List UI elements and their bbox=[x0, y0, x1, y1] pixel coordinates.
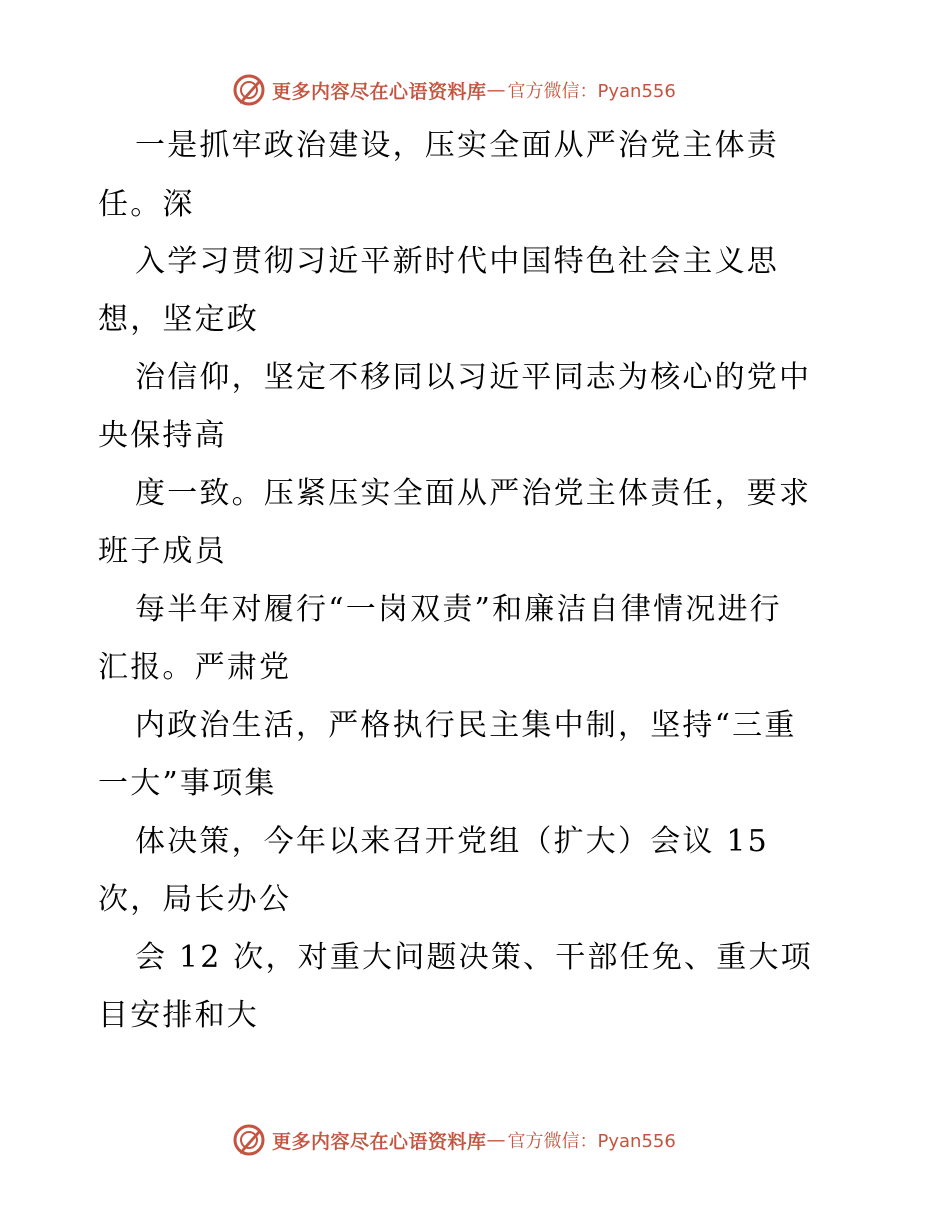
pen-logo-icon bbox=[232, 73, 266, 107]
body-line: 度一致。压紧压实全面从严治党主体责任，要求 bbox=[135, 476, 812, 511]
footer-site-text: 更多内容尽在心语资料库 bbox=[272, 1130, 487, 1153]
body-line: 一是抓牢政治建设，压实全面从严治党主体责 bbox=[135, 128, 779, 163]
body-line: 次，局长办公 bbox=[98, 882, 292, 917]
pen-logo-icon bbox=[232, 1123, 266, 1157]
body-line: 汇报。严肃党 bbox=[98, 650, 292, 685]
header-site-text: 更多内容尽在心语资料库 bbox=[272, 80, 487, 103]
body-line: 会 12 次，对重大问题决策、干部任免、重大项 bbox=[135, 940, 813, 975]
body-line: 一大”事项集 bbox=[98, 766, 277, 801]
body-line: 目安排和大 bbox=[98, 998, 259, 1033]
body-line: 每半年对履行“一岗双责”和廉洁自律情况进行 bbox=[135, 592, 782, 627]
body-line: 治信仰，坚定不移同以习近平同志为核心的党中 bbox=[135, 360, 812, 395]
body-line: 想，坚定政 bbox=[98, 302, 259, 337]
header-separator: — bbox=[486, 79, 506, 101]
body-line: 入学习贯彻习近平新时代中国特色社会主义思 bbox=[135, 244, 779, 279]
body-line: 班子成员 bbox=[98, 534, 227, 569]
footer-wechat-text: 官方微信：Pyan556 bbox=[507, 1131, 676, 1152]
body-line: 央保持高 bbox=[98, 418, 227, 453]
header-banner bbox=[232, 70, 752, 110]
body-line: 任。深 bbox=[98, 187, 195, 222]
body-line: 内政治生活，严格执行民主集中制，坚持“三重 bbox=[135, 708, 797, 743]
header-wechat-text: 官方微信：Pyan556 bbox=[507, 81, 676, 102]
footer-banner bbox=[232, 1120, 752, 1160]
footer-separator: — bbox=[486, 1129, 506, 1151]
body-line: 体决策，今年以来召开党组（扩大）会议 15 bbox=[135, 824, 769, 859]
